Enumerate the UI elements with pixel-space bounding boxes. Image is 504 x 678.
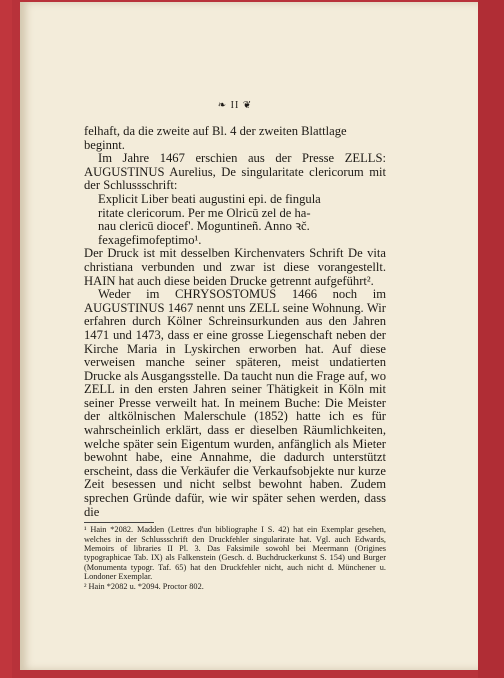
book-cover-left — [0, 0, 12, 678]
paragraph: Weder im CHRYSOSTOMUS 1466 noch im AUGUSTINUS 1467 nennt uns ZELL seine Wohnung. Wir erfahren durch Kölner Schreinsurkunden aus den Jahren 1471 und 1473, dass er eine grosse Liegenschaft neben der Kirche Maria in Lyskirchen erworben hat. Auf diese verweisen manche seiner späteren, meist undatierten Drucke als Ausgangsstelle. Da taucht nun die Frage auf, wo ZELL in den ersten Jahren seiner Thätigkeit in Köln mit seiner Presse verweilt hat. In meinem Buche: Die Meister der altkölnischen Malerschule (1852) hatte ich es für wahrscheinlich erklärt, dass er dieselben Räumlichkeiten, welche später sein Eigentum wurden, anfänglich als Mieter bewohnt habe, eine Annahme, die dadurch unterstützt erscheint, dass die Verkäufer die Verkaufsobjekte nur kurze Zeit besessen und nicht selbst bewohnt haben. Zudem sprechen Gründe dafür, wie wir später sehen werden, dass die — [84, 287, 386, 519]
book-cover-right — [478, 0, 504, 678]
quote-line: fexagefimofeptimo¹. — [98, 232, 202, 247]
quote-line: ritate clericorum. Per me Olricū zel de ha- — [98, 205, 311, 220]
paragraph: Im Jahre 1467 erschien aus der Presse ZELLS: AUGUSTINUS Aurelius, De singularitate clericorum mit der Schlussschrift: — [84, 151, 386, 193]
page-header: ❧ II ❦ — [217, 100, 253, 111]
paragraph: Der Druck ist mit desselben Kirchenvaters Schrift De vita christiana verbunden und zwar ist diese vorangestellt. HAIN hat auch diese beiden Drucke getrennt aufgeführt². — [84, 246, 386, 288]
text-line: felhaft, da die zweite auf Bl. 4 der zweiten Blattlage — [84, 124, 347, 138]
quote-line: nau clericū diocef'. Moguntineñ. Anno ꝛč. — [98, 219, 310, 234]
quote-line: Explicit Liber beati augustini epi. de fingula — [98, 191, 321, 206]
footnote: ² Hain *2082 u. *2094. Proctor 802. — [84, 581, 204, 591]
page-text — [84, 100, 386, 591]
text-line: beginnt. — [84, 137, 125, 152]
footnote: ¹ Hain *2082. Madden (Lettres d'un bibliographe I S. 42) hat ein Exemplar gesehen, welches in der Schlussschrift den Druckfehler singularirate hat. Vgl. auch Edwards, Memoirs of libraries II Pl. 3. Das Faksimile sowohl bei Meermann (Origines typographicae Tab. IX) als Falkenstein (Gesch. d. Buchdruckerkunst S. 154) und Burger (Monumenta typogr. Taf. 65) hat den Druckfehler nicht, auch nicht d. Münchener u. Londoner Exemplar. — [84, 525, 386, 582]
footnote-divider — [84, 522, 154, 523]
